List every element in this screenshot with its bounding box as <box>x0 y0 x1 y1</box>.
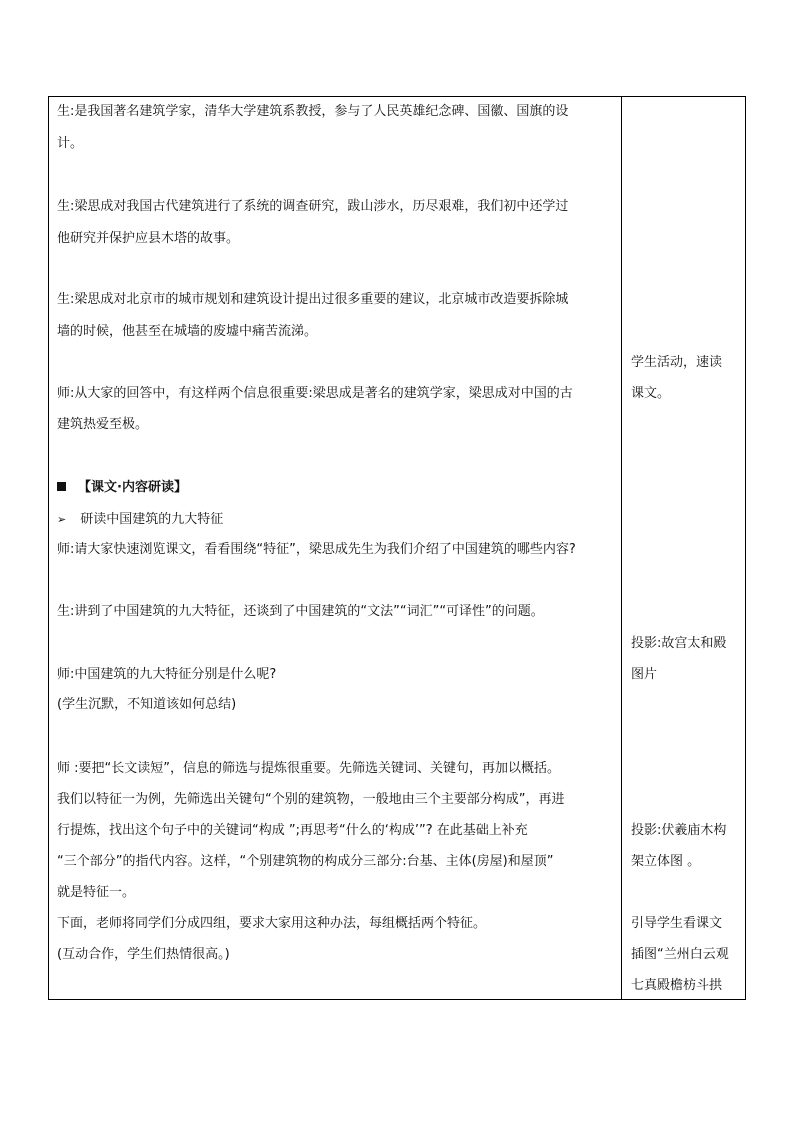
side-note-line: 学生活动，速读 <box>631 355 723 370</box>
main-text-line: (学生沉默，不知道该如何总结) <box>57 697 237 712</box>
main-text-line: 生:讲到了中国建筑的九大特征，还谈到了中国建筑的“文法”“词汇”“可译性”的问题。 <box>57 604 544 619</box>
side-note-line: 引导学生看课文 <box>631 916 723 931</box>
side-note-line: 架立体图 。 <box>631 854 701 869</box>
column-divider <box>621 97 622 999</box>
main-text-line: 行提炼，找出这个句子中的关键词“构成 ”;再思考“什么的‘构成’”? 在此基础上补充 <box>57 823 528 838</box>
section-heading <box>57 478 187 498</box>
main-text-line: (互动合作，学生们热情很高。) <box>57 947 230 962</box>
side-note-line: 插图“兰州白云观 <box>631 947 729 962</box>
main-text-line: 师:从大家的回答中，有这样两个信息很重要:梁思成是著名的建筑学家，梁思成对中国的古 <box>57 386 573 401</box>
lesson-plan-table <box>48 96 746 1000</box>
main-text-line: 师 :要把“长文读短”，信息的筛选与提炼很重要。先筛选关键词、关键句，再加以概括。 <box>57 761 560 776</box>
arrow-bullet-icon: ➢ <box>57 513 67 526</box>
main-text-line: 建筑热爱至极。 <box>57 417 149 432</box>
main-text-line: 下面，老师将同学们分成四组，要求大家用这种办法，每组概括两个特征。 <box>57 916 487 931</box>
main-text-line: 我们以特征一为例，先筛选出关键句“个别的建筑物，一般地由三个主要部分构成”，再进 <box>57 792 565 807</box>
side-note-line: 课文。 <box>631 386 671 401</box>
main-text-line: 生:是我国著名建筑学家，清华大学建筑系教授，参与了人民英雄纪念碑、国徽、国旗的设 <box>57 104 569 119</box>
side-note-line: 七真殿檐枋斗拱 <box>631 978 723 993</box>
main-text-line: 就是特征一。 <box>57 885 136 900</box>
main-text-line: 计。 <box>57 136 84 151</box>
main-text-line: 生:梁思成对我国古代建筑进行了系统的调查研究，跋山涉水，历尽艰难，我们初中还学过 <box>57 199 569 214</box>
main-text-line: 墙的时候，他甚至在城墙的废墟中痛苦流涕。 <box>57 324 318 339</box>
section-heading-text: 【课文·内容研读】 <box>78 480 187 495</box>
main-text-line: 他研究并保护应县木塔的故事。 <box>57 231 240 246</box>
square-bullet-icon <box>57 482 66 491</box>
subheading-text: 研读中国建筑的九大特征 <box>80 512 224 527</box>
main-text-line: “三个部分”的指代内容。这样，“个别建筑物的构成分三部分:台基、主体(房屋)和屋顶” <box>57 854 554 869</box>
main-text-line: 师:请大家快速浏览课文，看看围绕“特征”，梁思成先生为我们介绍了中国建筑的哪些内容? <box>57 542 576 557</box>
main-text-line: 生:梁思成对北京市的城市规划和建筑设计提出过很多重要的建议，北京城市改造要拆除城 <box>57 292 569 307</box>
side-note-line: 图片 <box>631 667 658 682</box>
main-text-line: 师:中国建筑的九大特征分别是什么呢? <box>57 667 277 682</box>
side-note-line: 投影:故宫太和殿 <box>631 636 727 651</box>
subheading <box>57 510 223 530</box>
side-note-line: 投影:伏羲庙木构 <box>631 823 727 838</box>
